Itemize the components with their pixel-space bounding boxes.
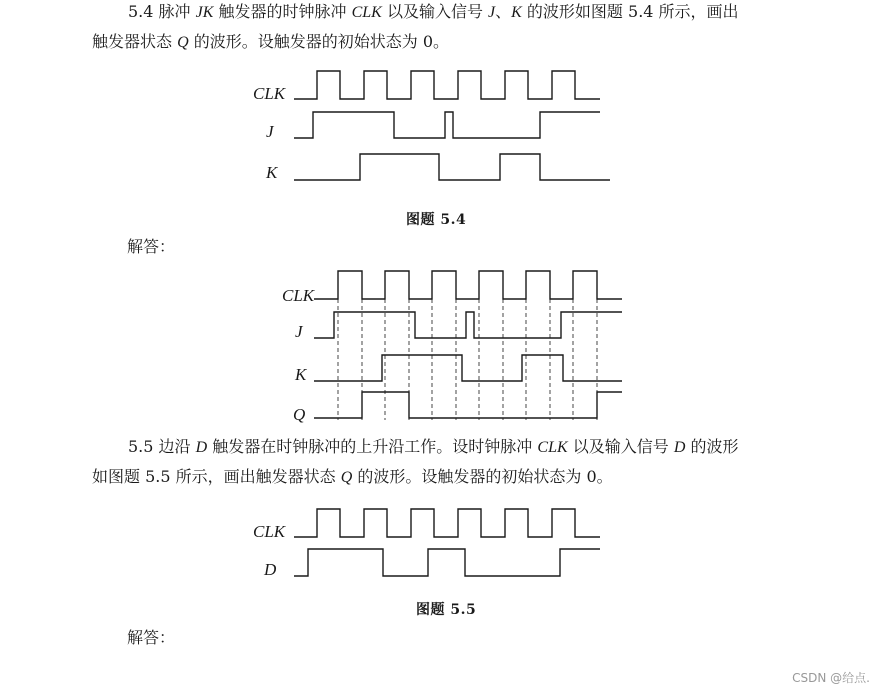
fig55-d-wave — [294, 549, 600, 576]
fig54-j-label: J — [266, 122, 274, 141]
answer-5-5-label: 解答： — [127, 628, 176, 647]
fig54-k-label: K — [266, 163, 278, 182]
fig55-clk-label: CLK — [253, 522, 286, 541]
fig55-clk-wave — [294, 509, 600, 537]
ans54-k-label: K — [295, 365, 307, 384]
figure-5-5-caption: 图题 5.5 — [416, 602, 477, 618]
ans54-j-label: J — [295, 322, 303, 341]
problem-number: 5.5 — [128, 437, 154, 456]
fig55-d-label: D — [264, 560, 277, 579]
answer-5-4-label: 解答： — [127, 237, 176, 256]
problem-5-4-text: 5.4 脉冲 JK 触发器的时钟脉冲 CLK 以及输入信号 J、K 的波形如图题 5.4 所示，画出 触发器状态 Q 的波形。设触发器的初始状态为 0。 — [92, 2, 739, 51]
figure-5-4-caption: 图题 5.4 — [406, 212, 467, 228]
problem-number: 5.4 — [128, 2, 154, 21]
problem-5-5-text: 5.5 边沿 D 触发器在时钟脉冲的上升沿工作。设时钟脉冲 CLK 以及输入信号 D 的波形 如图题 5.5 所示，画出触发器状态 Q 的波形。设触发器的初始状态为 0。 — [92, 437, 739, 486]
watermark: CSDN @给点. — [792, 671, 870, 685]
fig54-clk-label: CLK — [253, 84, 286, 103]
ans54-q-label: Q — [293, 405, 306, 424]
ans54-clk-label: CLK — [282, 286, 315, 305]
